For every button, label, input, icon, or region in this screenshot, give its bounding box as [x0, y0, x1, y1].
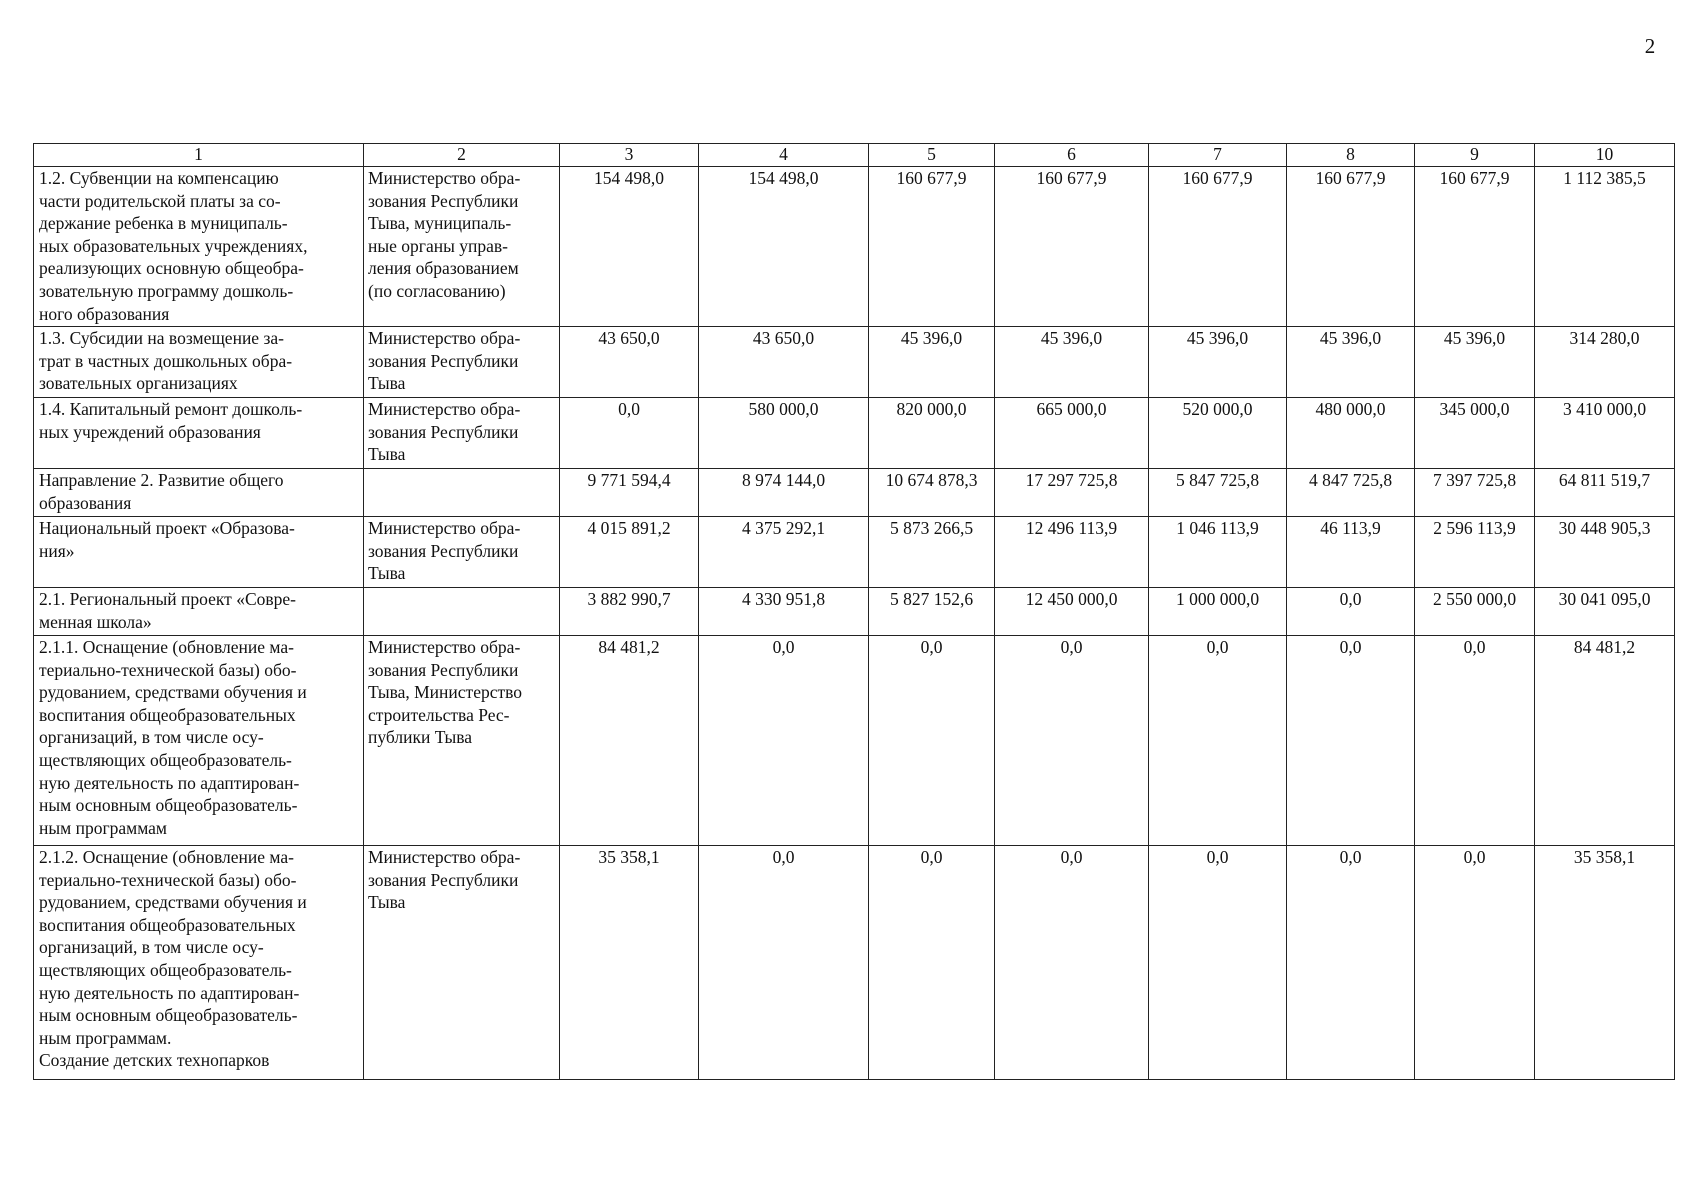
row-value: 12 496 113,9: [995, 517, 1149, 588]
row-value: 3 882 990,7: [560, 588, 699, 636]
row-value: 0,0: [869, 636, 995, 846]
row-value: 4 847 725,8: [1287, 469, 1415, 517]
row-executor: Министерство обра- зования Республики Тыва, Министерство строительства Рес- публики Тыва: [364, 636, 560, 846]
row-executor: Министерство обра- зования Республики Тыва, муниципаль- ные органы управ- ления образованием (по согласованию): [364, 167, 560, 327]
row-value: 580 000,0: [699, 398, 869, 469]
row-value: 0,0: [869, 846, 995, 1080]
row-value: 4 375 292,1: [699, 517, 869, 588]
row-executor: Министерство обра- зования Республики Тыва: [364, 846, 560, 1080]
table-row: [34, 167, 1675, 327]
row-value: 9 771 594,4: [560, 469, 699, 517]
row-value: 3 410 000,0: [1535, 398, 1675, 469]
row-value: 160 677,9: [869, 167, 995, 327]
row-value: 0,0: [699, 636, 869, 846]
column-header: 10: [1535, 144, 1675, 167]
table-row: [34, 636, 1675, 846]
column-number-row: [34, 144, 1675, 167]
row-value: 0,0: [1149, 636, 1287, 846]
column-header: 3: [560, 144, 699, 167]
row-value: 45 396,0: [995, 327, 1149, 398]
column-header: 8: [1287, 144, 1415, 167]
row-value: 0,0: [560, 398, 699, 469]
row-value: 665 000,0: [995, 398, 1149, 469]
row-name: Национальный проект «Образова- ния»: [34, 517, 364, 588]
row-value: 154 498,0: [560, 167, 699, 327]
row-value: 30 448 905,3: [1535, 517, 1675, 588]
row-name: Направление 2. Развитие общего образования: [34, 469, 364, 517]
row-value: 8 974 144,0: [699, 469, 869, 517]
row-value: 0,0: [1415, 636, 1535, 846]
row-name: 1.3. Субсидии на возмещение за- трат в частных дошкольных обра- зовательных организациях: [34, 327, 364, 398]
table-body: [34, 167, 1675, 1080]
column-header: 5: [869, 144, 995, 167]
row-executor: Министерство обра- зования Республики Тыва: [364, 517, 560, 588]
row-value: 17 297 725,8: [995, 469, 1149, 517]
table-row: [34, 517, 1675, 588]
row-name: 2.1.1. Оснащение (обновление ма- териально-технической базы) обо- рудованием, средствами обучения и воспитания общеобразовательных организаций, в том числе осу- ществляющих общеобразователь- ную деятельность по адаптирован- ным основным общеобразователь- ным программам: [34, 636, 364, 846]
row-value: 45 396,0: [1287, 327, 1415, 398]
row-value: 0,0: [1415, 846, 1535, 1080]
row-value: 0,0: [995, 846, 1149, 1080]
row-value: 5 873 266,5: [869, 517, 995, 588]
row-executor: [364, 469, 560, 517]
row-value: 45 396,0: [1415, 327, 1535, 398]
table-row: [34, 846, 1675, 1080]
column-header: 9: [1415, 144, 1535, 167]
row-value: 154 498,0: [699, 167, 869, 327]
column-header: 1: [34, 144, 364, 167]
row-executor: Министерство обра- зования Республики Тыва: [364, 327, 560, 398]
column-header: 6: [995, 144, 1149, 167]
row-name: 1.4. Капитальный ремонт дошколь- ных учреждений образования: [34, 398, 364, 469]
table-header: [34, 144, 1675, 167]
row-value: 7 397 725,8: [1415, 469, 1535, 517]
row-value: 1 112 385,5: [1535, 167, 1675, 327]
row-value: 46 113,9: [1287, 517, 1415, 588]
row-value: 12 450 000,0: [995, 588, 1149, 636]
row-value: 45 396,0: [869, 327, 995, 398]
column-header: 2: [364, 144, 560, 167]
row-value: 345 000,0: [1415, 398, 1535, 469]
row-value: 84 481,2: [560, 636, 699, 846]
row-value: 10 674 878,3: [869, 469, 995, 517]
row-value: 43 650,0: [560, 327, 699, 398]
row-value: 160 677,9: [1149, 167, 1287, 327]
row-value: 35 358,1: [560, 846, 699, 1080]
row-value: 30 041 095,0: [1535, 588, 1675, 636]
row-executor: [364, 588, 560, 636]
row-value: 4 330 951,8: [699, 588, 869, 636]
page-number: 2: [1644, 34, 1656, 58]
row-name: 2.1.2. Оснащение (обновление ма- териально-технической базы) обо- рудованием, средствами обучения и воспитания общеобразовательных организаций, в том числе осу- ществляющих общеобразователь- ную деятельность по адаптирован- ным основным общеобразователь- ным программам. Создание детских технопарков: [34, 846, 364, 1080]
row-value: 45 396,0: [1149, 327, 1287, 398]
row-value: 1 046 113,9: [1149, 517, 1287, 588]
row-value: 2 596 113,9: [1415, 517, 1535, 588]
row-name: 1.2. Субвенции на компенсацию части родительской платы за со- держание ребенка в муниципаль- ных образовательных учреждениях, реализующих основную общеобра- зовательную программу дошколь- ного образования: [34, 167, 364, 327]
row-value: 0,0: [1287, 846, 1415, 1080]
budget-table: [33, 143, 1675, 1080]
row-value: 480 000,0: [1287, 398, 1415, 469]
row-value: 314 280,0: [1535, 327, 1675, 398]
column-header: 7: [1149, 144, 1287, 167]
row-value: 520 000,0: [1149, 398, 1287, 469]
row-value: 0,0: [1149, 846, 1287, 1080]
row-value: 5 847 725,8: [1149, 469, 1287, 517]
table-row: [34, 469, 1675, 517]
row-value: 0,0: [1287, 588, 1415, 636]
row-value: 820 000,0: [869, 398, 995, 469]
column-header: 4: [699, 144, 869, 167]
row-value: 1 000 000,0: [1149, 588, 1287, 636]
table-row: [34, 327, 1675, 398]
table-row: [34, 588, 1675, 636]
row-value: 43 650,0: [699, 327, 869, 398]
row-value: 4 015 891,2: [560, 517, 699, 588]
row-value: 160 677,9: [1287, 167, 1415, 327]
row-value: 35 358,1: [1535, 846, 1675, 1080]
row-value: 0,0: [699, 846, 869, 1080]
row-value: 84 481,2: [1535, 636, 1675, 846]
row-value: 0,0: [1287, 636, 1415, 846]
row-value: 160 677,9: [995, 167, 1149, 327]
row-value: 0,0: [995, 636, 1149, 846]
table-row: [34, 398, 1675, 469]
row-value: 160 677,9: [1415, 167, 1535, 327]
row-value: 5 827 152,6: [869, 588, 995, 636]
row-executor: Министерство обра- зования Республики Тыва: [364, 398, 560, 469]
row-value: 2 550 000,0: [1415, 588, 1535, 636]
row-value: 64 811 519,7: [1535, 469, 1675, 517]
row-name: 2.1. Региональный проект «Совре- менная школа»: [34, 588, 364, 636]
